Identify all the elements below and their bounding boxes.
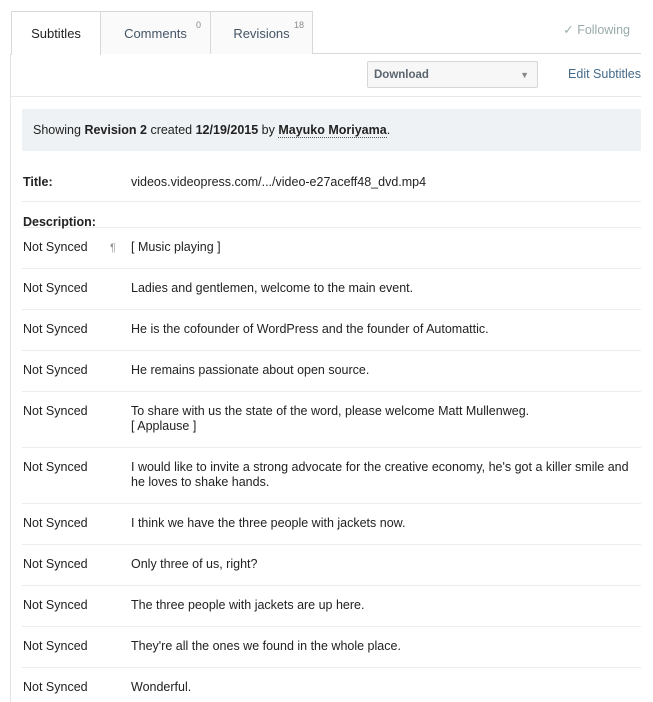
subtitle-text: Only three of us, right? bbox=[131, 557, 258, 571]
sync-status-label: Not Synced bbox=[23, 639, 88, 653]
subtitle-text: [ Music playing ] bbox=[131, 240, 221, 254]
tab-revisions-label: Revisions bbox=[233, 25, 290, 41]
description-row bbox=[22, 202, 641, 228]
title-row bbox=[22, 162, 641, 202]
tab-subtitles-label: Subtitles bbox=[31, 26, 81, 41]
subtitle-row[interactable] bbox=[22, 392, 641, 448]
tab-bar bbox=[0, 0, 653, 54]
subtitle-row[interactable] bbox=[22, 586, 641, 627]
subtitle-row[interactable] bbox=[22, 228, 641, 269]
subtitle-row[interactable] bbox=[22, 448, 641, 504]
subtitle-toolbar bbox=[10, 54, 641, 97]
subtitle-row[interactable] bbox=[22, 504, 641, 545]
revision-number: Revision 2 bbox=[84, 123, 147, 137]
tab-comments-label: Comments bbox=[124, 25, 187, 41]
following-toggle[interactable] bbox=[563, 22, 630, 37]
download-select[interactable] bbox=[367, 61, 538, 88]
subtitle-text: He is the cofounder of WordPress and the founder of Automattic. bbox=[131, 322, 489, 336]
subtitle-text: The three people with jackets are up here. bbox=[131, 598, 365, 612]
content-left-border bbox=[10, 54, 11, 702]
revision-info-banner bbox=[22, 109, 641, 151]
sync-status-label: Not Synced bbox=[23, 322, 88, 336]
revision-prefix: Showing bbox=[33, 123, 85, 137]
subtitle-text: Ladies and gentlemen, welcome to the main event. bbox=[131, 281, 414, 295]
sync-status-label: Not Synced bbox=[23, 404, 88, 418]
revision-by-text: by bbox=[258, 123, 279, 137]
author-link[interactable]: Mayuko Moriyama bbox=[278, 122, 387, 137]
revision-created-text: created bbox=[146, 123, 196, 137]
subtitle-row[interactable] bbox=[22, 351, 641, 392]
sync-status-label: Not Synced bbox=[23, 516, 88, 530]
sync-status-label: Not Synced bbox=[23, 557, 88, 571]
subtitle-text: To share with us the state of the word, please welcome Matt Mullenweg. [ Applause ] bbox=[131, 404, 530, 433]
title-value: videos.videopress.com/.../video-e27aceff48_dvd.mp4 bbox=[131, 175, 427, 189]
revision-date: 12/19/2015 bbox=[195, 123, 259, 137]
check-icon: ✓ bbox=[563, 23, 574, 37]
sync-status-label: Not Synced bbox=[23, 281, 88, 295]
sync-status-label: Not Synced bbox=[23, 240, 88, 254]
edit-subtitles-link[interactable]: Edit Subtitles bbox=[568, 67, 641, 81]
revision-suffix: . bbox=[386, 123, 391, 137]
subtitle-row[interactable] bbox=[22, 668, 641, 702]
sync-status-label: Not Synced bbox=[23, 680, 88, 694]
dropdown-arrow-icon: ▼ bbox=[520, 70, 529, 80]
subtitle-text: Wonderful. bbox=[131, 680, 192, 694]
subtitle-row[interactable] bbox=[22, 269, 641, 310]
sync-status-label: Not Synced bbox=[23, 460, 88, 474]
subtitle-row[interactable] bbox=[22, 310, 641, 351]
download-select-label: Download bbox=[374, 68, 429, 81]
sync-status-label: Not Synced bbox=[23, 363, 88, 377]
tab-subtitles[interactable] bbox=[11, 11, 101, 55]
revisions-count-badge: 18 bbox=[294, 20, 305, 30]
subtitle-row[interactable] bbox=[22, 545, 641, 586]
subtitle-text: They're all the ones we found in the whole place. bbox=[131, 639, 401, 653]
tab-revisions[interactable] bbox=[210, 11, 313, 54]
subtitle-list bbox=[22, 228, 641, 702]
subtitle-text: I think we have the three people with jackets now. bbox=[131, 516, 406, 530]
subtitle-text: I would like to invite a strong advocate for the creative economy, he's got a killer smile and he loves to shake hands. bbox=[131, 460, 629, 489]
tab-comments[interactable] bbox=[100, 11, 211, 54]
comments-count-badge: 0 bbox=[196, 20, 202, 30]
subtitle-row[interactable] bbox=[22, 627, 641, 668]
following-label: Following bbox=[577, 23, 630, 37]
title-label: Title: bbox=[23, 175, 53, 189]
paragraph-mark-icon: ¶ bbox=[110, 242, 116, 254]
description-label: Description: bbox=[23, 215, 96, 229]
sync-status-label: Not Synced bbox=[23, 598, 88, 612]
subtitle-text: He remains passionate about open source. bbox=[131, 363, 370, 377]
